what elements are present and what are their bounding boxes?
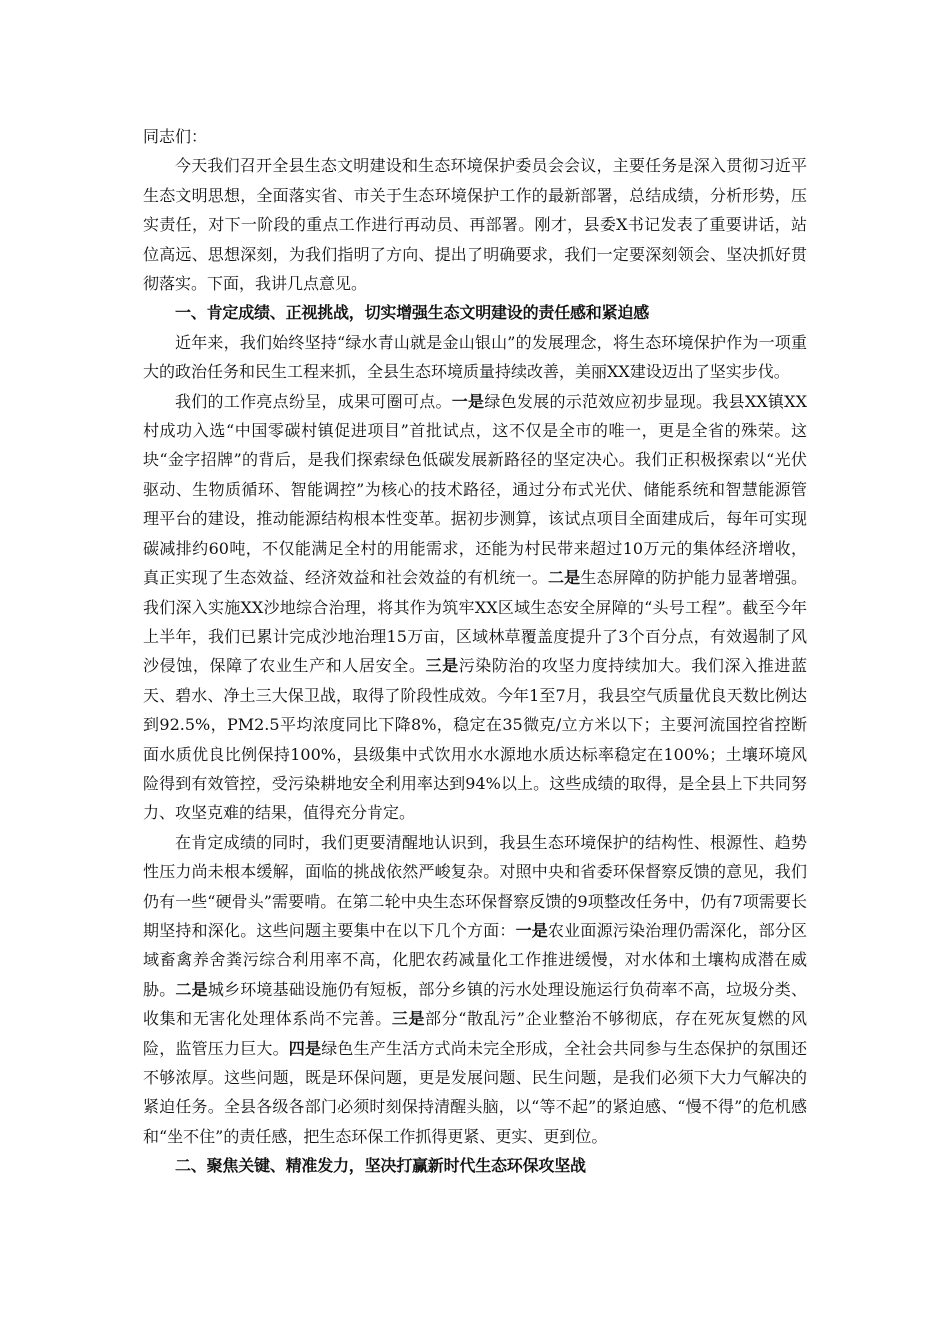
challenge-2-text: 城乡环境基础设施仍有短板，部分乡镇的污水处理设施运行负荷率不高，垃圾分类、收集和无害化处理体系尚不完善。 bbox=[143, 979, 807, 1029]
point-3-text: 污染防治的攻坚力度持续加大。我们深入推进蓝天、碧水、净土三大保卫战，取得了阶段性成效。今年1至7月，我县空气质量优良天数比例达到92.5%，PM2.5平均浓度同比下降8%，稳定在35微克/立方米以下；主要河流国控省控断面水质优良比例保持100%，县级集中式饮用水水源地水质达标率稳定在100%；土壤环境风险得到有效管控，受污染耕地安全利用率达到94%以上。这些成绩的取得，是全县上下共同努力、攻坚克难的结果，值得充分肯定。 bbox=[143, 656, 807, 823]
salutation: 同志们： bbox=[143, 127, 208, 146]
challenge-4-label: 四是 bbox=[288, 1038, 322, 1058]
document-page bbox=[143, 122, 807, 1181]
challenge-3-label: 三是 bbox=[391, 1009, 426, 1029]
section-2-heading: 二、聚焦关键、精准发力，坚决打赢新时代生态环保攻坚战 bbox=[175, 1156, 586, 1176]
challenge-1-text: 农业面源污染治理仍需深化，部分区域畜禽养舍粪污综合利用率不高，化肥农药减量化工作推进缓慢，对水体和土壤构成潜在威胁。 bbox=[143, 920, 807, 999]
challenge-4-text: 绿色生产生活方式尚未完全形成，全社会共同参与生态保护的氛围还不够浓厚。这些问题，既是环保问题，更是发展问题、民生问题，是我们必须下大力气解决的紧迫任务。全县各级各部门必须时刻保持清醒头脑，以“等不起”的紧迫感、“慢不得”的危机感和“坐不住”的责任感，把生态环保工作抓得更紧、更实、更到位。 bbox=[143, 1038, 807, 1146]
challenge-3-text: 部分“散乱污”企业整治不够彻底，存在死灰复燃的风险，监管压力巨大。 bbox=[143, 1009, 807, 1058]
intro-paragraph: 今天我们召开全县生态文明建设和生态环境保护委员会会议，主要任务是深入贯彻习近平生态文明思想，全面落实省、市关于生态环境保护工作的最新部署，总结成绩，分析形势，压实责任，对下一阶段的重点工作进行再动员、再部署。刚才，县委X书记发表了重要讲话，站位高远、思想深刻，为我们指明了方向、提出了明确要求，我们一定要深刻领会、坚决抓好贯彻落实。下面，我讲几点意见。 bbox=[143, 156, 807, 294]
challenge-1-label: 一是 bbox=[515, 920, 548, 940]
section-1-paragraph-2 bbox=[143, 387, 807, 828]
challenges-intro-text: 在肯定成绩的同时，我们更要清醒地认识到，我县生态环境保护的结构性、根源性、趋势性压力尚未根本缓解，面临的挑战依然严峻复杂。对照中央和省委环保督察反馈的意见，我们仍有一些“硬骨头”需要啃。在第二轮中央生态环保督察反馈的9项整改任务中，仍有7项需要长期坚持和深化。这些问题主要集中在以下几个方面： bbox=[143, 832, 807, 940]
section-1-paragraph-1: 近年来，我们始终坚持“绿水青山就是金山银山”的发展理念，将生态环境保护作为一项重大的政治任务和民生工程来抓，全县生态环境质量持续改善，美丽XX建设迈出了坚实步伐。 bbox=[143, 332, 807, 382]
point-3-label: 三是 bbox=[425, 656, 459, 676]
section-1-heading: 一、肯定成绩、正视挑战，切实增强生态文明建设的责任感和紧迫感 bbox=[175, 303, 650, 323]
challenge-2-label: 二是 bbox=[175, 979, 208, 999]
point-1-text: 绿色发展的示范效应初步显现。我县XX镇XX村成功入选“中国零碳村镇促进项目”首批试点，这不仅是全市的唯一，更是全省的殊荣。这块“金字招牌”的背后，是我们探索绿色低碳发展新路径的坚定决心。我们正积极探索以“光伏驱动、生物质循环、智能调控”为核心的技术路径，通过分布式光伏、储能系统和智慧能源管理平台的建设，推动能源结构根本性变革。据初步测算，该试点项目全面建成后，每年可实现碳减排约60吨，不仅能满足全村的用能需求，还能为村民带来超过10万元的集体经济增收，真正实现了生态效益、经济效益和社会效益的有机统一。 bbox=[143, 391, 807, 588]
point-2-label: 二是 bbox=[547, 568, 581, 588]
section-1-paragraph-3 bbox=[143, 828, 807, 1151]
point-1-label: 一是 bbox=[451, 391, 485, 411]
point-2-text: 生态屏障的防护能力显著增强。我们深入实施XX沙地综合治理，将其作为筑牢XX区域生态安全屏障的“头号工程”。截至今年上半年，我们已累计完成沙地治理15万亩，区域林草覆盖度提升了3个百分点，有效遏制了风沙侵蚀，保障了农业生产和人居安全。 bbox=[143, 568, 807, 676]
highlights-intro-text: 我们的工作亮点纷呈，成果可圈可点。 bbox=[175, 391, 452, 411]
